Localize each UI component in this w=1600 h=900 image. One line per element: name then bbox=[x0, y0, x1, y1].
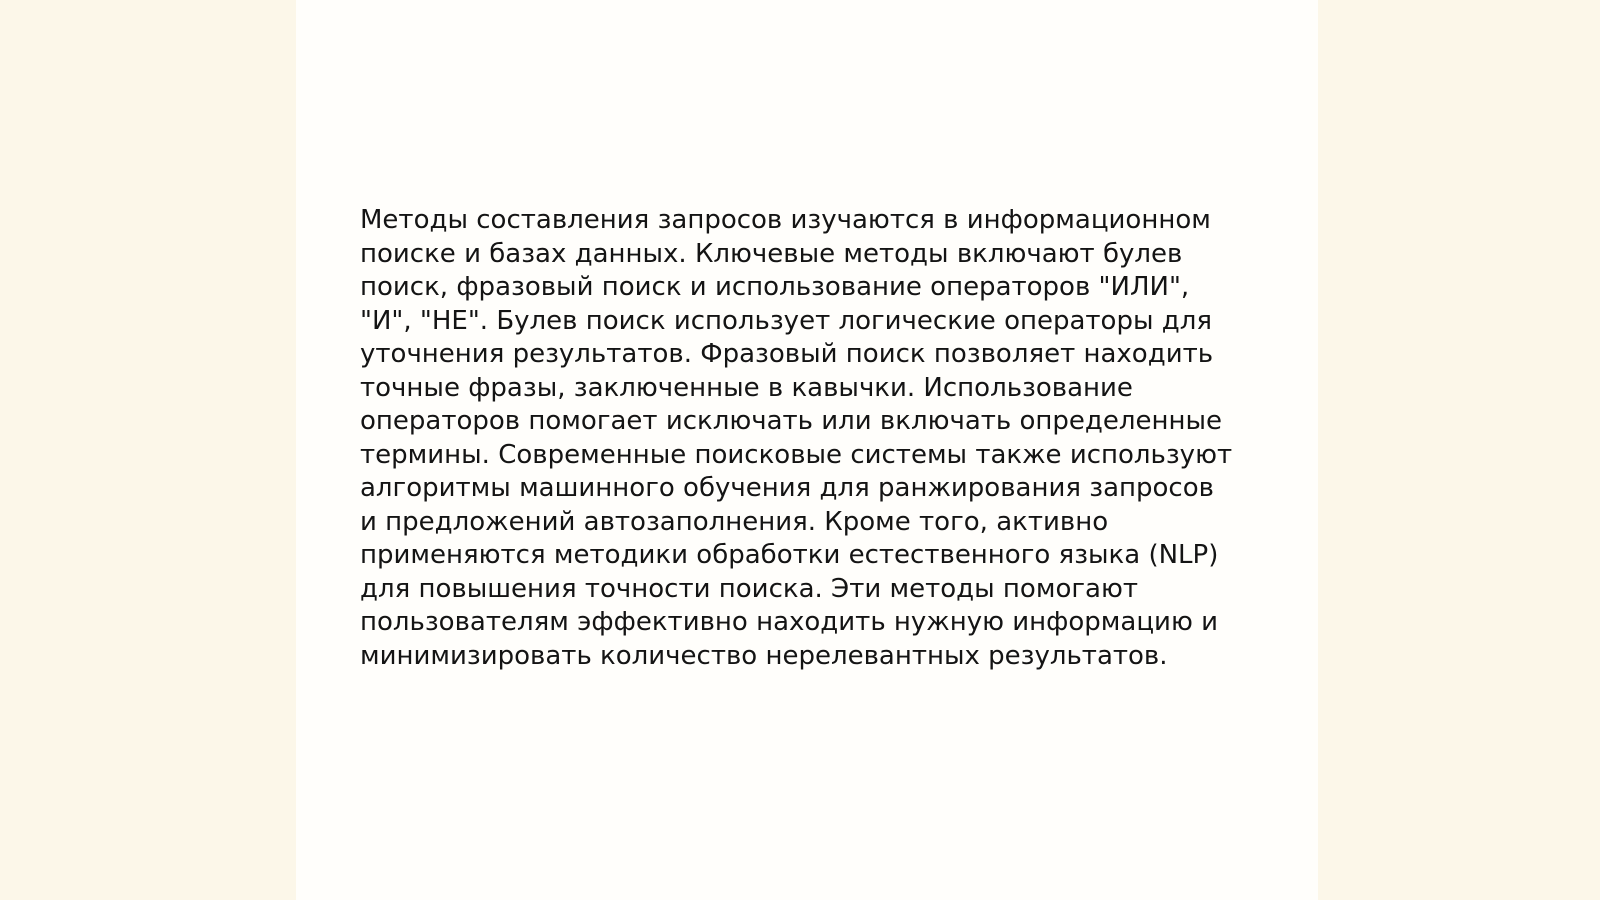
text-line: поиск, фразовый поиск и использование операторов "ИЛИ", bbox=[360, 272, 1190, 302]
text-line: поиске и базах данных. Ключевые методы включают булев bbox=[360, 238, 1183, 269]
text-line: уточнения результатов. Фразовый поиск позволяет находить bbox=[360, 339, 1214, 369]
text-line: для повышения точности поиска. Эти методы помогают bbox=[360, 573, 1138, 604]
document-page bbox=[296, 0, 1318, 900]
text-line: "И", "НЕ". Булев поиск использует логические операторы для bbox=[360, 305, 1212, 336]
text-line: и предложений автозаполнения. Кроме того, активно bbox=[360, 506, 1109, 537]
text-line: операторов помогает исключать или включать определенные bbox=[360, 406, 1222, 436]
body-paragraph bbox=[360, 204, 1233, 673]
text-line: пользователям эффективно находить нужную информацию и bbox=[360, 607, 1218, 637]
text-line: применяются методики обработки естественного языка (NLP) bbox=[360, 540, 1219, 570]
text-line: точные фразы, заключенные в кавычки. Использование bbox=[360, 372, 1133, 403]
text-line: Методы составления запросов изучаются в информационном bbox=[360, 205, 1211, 235]
text-line: термины. Современные поисковые системы также используют bbox=[360, 439, 1233, 470]
text-line: минимизировать количество нерелевантных результатов. bbox=[360, 640, 1168, 671]
text-line: алгоритмы машинного обучения для ранжирования запросов bbox=[360, 473, 1214, 503]
